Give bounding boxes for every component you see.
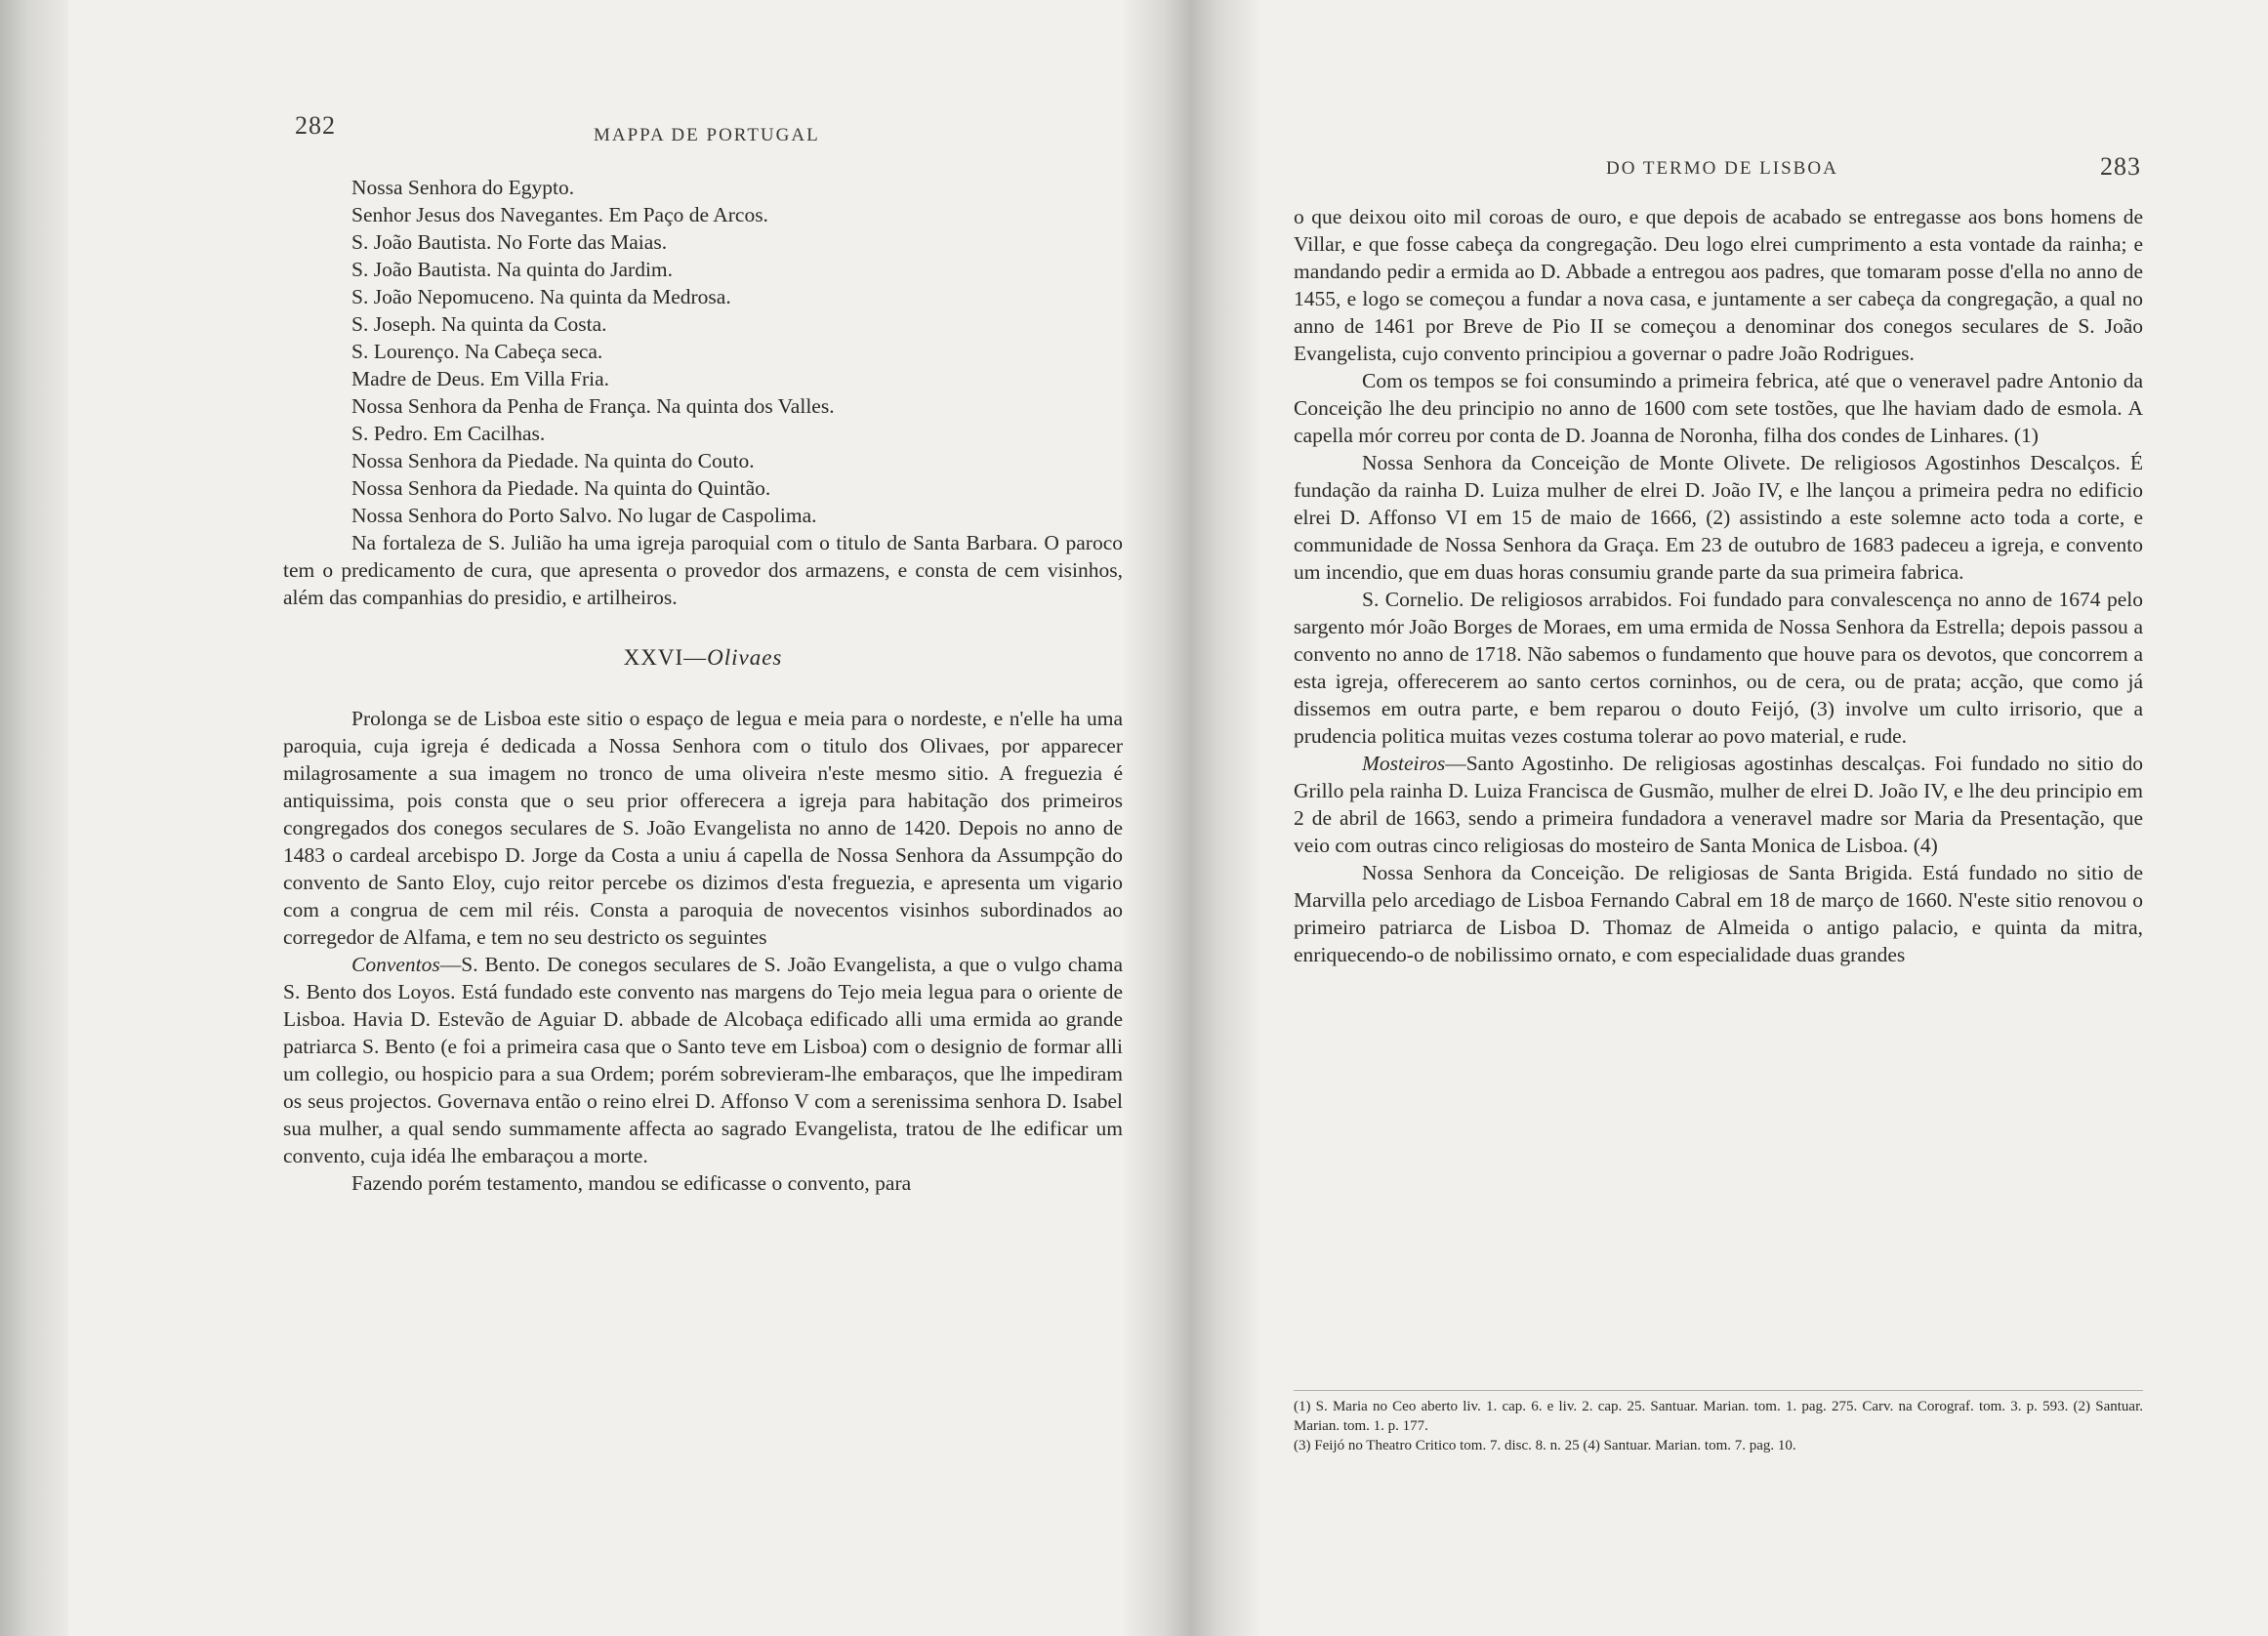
page-number-right: 283 bbox=[2100, 152, 2141, 181]
section-heading bbox=[283, 644, 1123, 672]
paragraph-brigida: Nossa Senhora da Conceição. De religiosas de Santa Brigida. Está fundado no sitio de Marvilla pelo arcediago de Lisboa Fernando Cabral em 18 de março de 1660. N'este sitio renovou o primeiro patriarca de Lisboa D. Thomaz de Almeida o antigo palacio, e quinta da mitra, enriquecendo-o de nobilissimo ornato, e com especialidade duas grandes bbox=[1294, 861, 2143, 966]
list-item: S. Pedro. Em Cacilhas. bbox=[351, 422, 546, 445]
paragraph-olivete: Nossa Senhora da Conceição de Monte Olivete. De religiosos Agostinhos Descalços. É fundação da rainha D. Luiza mulher de elrei D. João IV, e lhe lançou a primeira pedra no edificio elrei D. Affonso VI em 15 de maio de 1666, (2) assistindo a este solemne acto toda a corte, e communidade de Nossa Senhora da Graça. Em 23 de outubro de 1683 padeceu a igreja, e convento um incendio, que em duas horas consumiu grande parte da sua primeira fabrica. bbox=[1294, 451, 2143, 584]
section-name: Olivaes bbox=[707, 645, 783, 670]
mosteiros-text: —Santo Agostinho. De religiosas agostinhas descalças. Foi fundado no sitio do Grillo pela rainha D. Luiza Francisca de Gusmão, mulher de elrei D. João IV, e lhe deu principio em 2 de abril de 1663, sendo a primeira fundadora a veneravel madre sor Maria da Presentação, que veio com outras cinco religiosas do mosteiro de Santa Monica de Lisboa. (4) bbox=[1294, 752, 2143, 857]
list-item: Nossa Senhora da Penha de França. Na quinta dos Valles. bbox=[351, 394, 835, 418]
running-title-left: MAPPA DE PORTUGAL bbox=[594, 125, 820, 145]
list-item: S. João Bautista. Na quinta do Jardim. bbox=[351, 258, 674, 281]
book-gutter bbox=[1123, 0, 1259, 1636]
left-body bbox=[283, 174, 1123, 1197]
list-item: S. João Nepomuceno. Na quinta da Medrosa. bbox=[351, 285, 731, 308]
list-item: Nossa Senhora do Egypto. bbox=[351, 176, 575, 199]
paragraph-tempos: Com os tempos se foi consumindo a primeira febrica, até que o veneravel padre Antonio da Conceição lhe deu principio no anno de 1600 com sete tostões, que lhe haviam dado de esmola. A capella mór correu por conta de D. Joanna de Noronha, filha dos condes de Linhares. (1) bbox=[1294, 369, 2143, 447]
list-item: S. Lourenço. Na Cabeça seca. bbox=[351, 340, 603, 363]
right-page bbox=[1294, 0, 2143, 1636]
paragraph-mosteiros bbox=[1294, 750, 2143, 859]
list-item: S. João Bautista. No Forte das Maias. bbox=[351, 230, 668, 254]
paragraph-cornelio: S. Cornelio. De religiosos arrabidos. Foi fundado para convalescença no anno de 1674 pelo sargento mór João Borges de Moraes, em uma ermida de Nossa Senhora da Estrella; depois passou a convento no anno de 1718. Não sabemos o fundamento que houve para os devotos, que concorrem a esta igreja, offerecerem ao santo certos corninhos, ou de cera, ou de prata; acção, que como já dissemos em outra parte, e bem reparou o douto Feijó, (3) involve um culto irrisorio, que a prudencia politica muitas vezes costuma tolerar ao povo material, e rude. bbox=[1294, 588, 2143, 748]
running-title-right: DO TERMO DE LISBOA bbox=[1606, 158, 1838, 179]
footnotes bbox=[1294, 1390, 2143, 1455]
page-number-left: 282 bbox=[295, 111, 336, 140]
mosteiros-lead: Mosteiros bbox=[1362, 752, 1446, 775]
list-item: Nossa Senhora da Piedade. Na quinta do Quintão. bbox=[351, 476, 771, 500]
page-edge-shadow bbox=[0, 0, 68, 1636]
paragraph-fortaleza: Na fortaleza de S. Julião ha uma igreja paroquial com o titulo de Santa Barbara. O paroco tem o predicamento de cura, que apresenta o provedor dos armazens, e consta de cem visinhos, além das companhias do presidio, e artilheiros. bbox=[283, 531, 1123, 609]
right-body bbox=[1294, 203, 2143, 968]
conventos-lead: Conventos bbox=[351, 953, 440, 976]
paragraph-conventos bbox=[283, 951, 1123, 1169]
list-item: Nossa Senhora da Piedade. Na quinta do Couto. bbox=[351, 449, 755, 472]
list-item: Nossa Senhora do Porto Salvo. No lugar de Caspolima. bbox=[351, 504, 817, 527]
list-item: S. Joseph. Na quinta da Costa. bbox=[351, 312, 607, 336]
list-item: Madre de Deus. Em Villa Fria. bbox=[351, 367, 610, 390]
footnote-line: (3) Feijó no Theatro Critico tom. 7. disc. 8. n. 25 (4) Santuar. Marian. tom. 7. pag. 10. bbox=[1294, 1438, 1796, 1453]
paragraph-fazendo: Fazendo porém testamento, mandou se edificasse o convento, para bbox=[351, 1171, 912, 1195]
footnote-line: (1) S. Maria no Ceo aberto liv. 1. cap. 6. e liv. 2. cap. 25. Santuar. Marian. tom. 1. pag. 275. Carv. na Corograf. tom. 3. p. 593. (2) Santuar. Marian. tom. 1. p. 177. bbox=[1294, 1399, 2143, 1434]
paragraph-prolonga: Prolonga se de Lisboa este sitio o espaço de legua e meia para o nordeste, e n'elle ha uma paroquia, cuja igreja é dedicada a Nossa Senhora com o titulo dos Olivaes, por apparecer milagrosamente a sua imagem no tronco de uma oliveira n'este mesmo sitio. A freguezia é antiquissima, pois consta que o seu prior offerecera a igreja para habitação dos primeiros congregados dos conegos seculares de S. João Evangelista no anno de 1420. Depois no anno de 1483 o cardeal arcebispo D. Jorge da Costa a uniu á capella de Nossa Senhora da Assumpção do convento de Santo Eloy, cujo reitor percebe os dizimos d'esta freguezia, e apresenta um vigario com a congrua de cem mil réis. Consta a paroquia de novecentos visinhos subordinados ao corregedor de Alfama, e tem no seu destricto os seguintes bbox=[283, 707, 1123, 949]
conventos-text: —S. Bento. De conegos seculares de S. João Evangelista, a que o vulgo chama S. Bento dos Loyos. Está fundado este convento nas margens do Tejo meia legua para o oriente de Lisboa. Havia D. Estevão de Aguiar D. abbade de Alcobaça edificado alli uma ermida ao grande patriarca S. Bento (e foi a primeira casa que o Santo teve em Lisboa) com o designio de formar alli um collegio, ou hospicio para a sua Ordem; porém sobrevieram-lhe embaraços, que lhe impediram os seus projectos. Governava então o reino elrei D. Affonso V com a serenissima senhora D. Isabel sua mulher, a qual sendo summamente affecta ao sagrado Evangelista, tratou de lhe edificar um convento, cuja idéa lhe embaraçou a morte. bbox=[283, 953, 1123, 1167]
paragraph-continuation: o que deixou oito mil coroas de ouro, e que depois de acabado se entregasse aos bons homens de Villar, e que fosse cabeça da congregação. Deu logo elrei cumprimento a esta vontade da rainha; e mandando pedir a ermida ao D. Abbade a entregou aos padres, que tomaram posse d'ella no anno de 1455, e logo se começou a fundar a nova casa, e juntamente a ser cabeça da congregação, a qual no anno de 1461 por Breve de Pio II se começou a denominar dos conegos seculares de S. João Evangelista, cujo convento principiou a governar o padre João Rodrigues. bbox=[1294, 205, 2143, 365]
left-page bbox=[283, 0, 1123, 1636]
section-numeral: XXVI— bbox=[623, 645, 708, 670]
list-item: Senhor Jesus dos Navegantes. Em Paço de Arcos. bbox=[351, 203, 768, 226]
